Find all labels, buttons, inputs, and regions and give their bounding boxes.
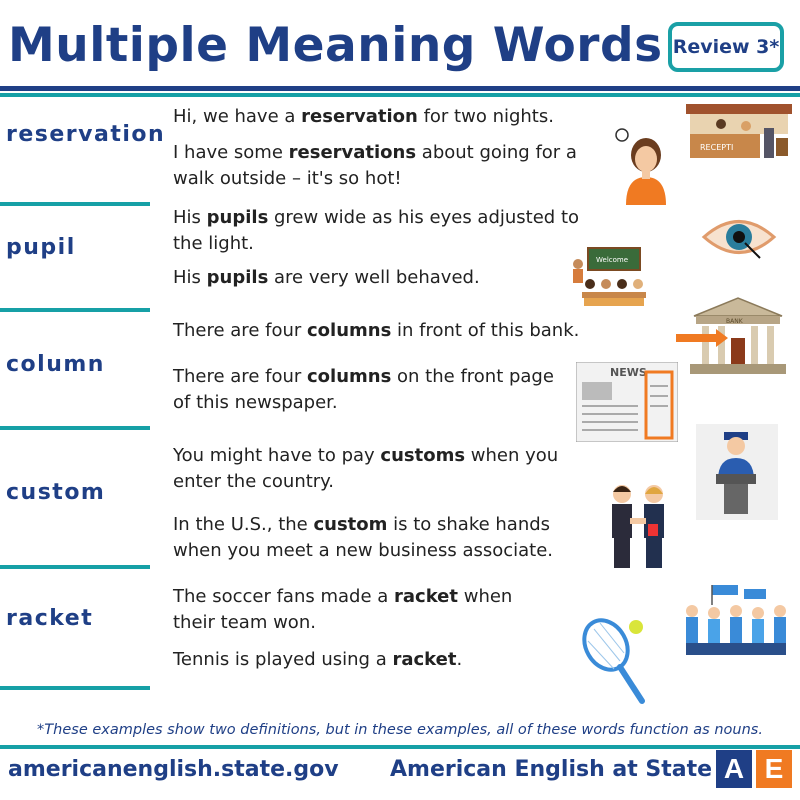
welcome-board-text: Welcome bbox=[596, 256, 629, 264]
handshake-illustration bbox=[602, 480, 674, 574]
brand-name: American English at State bbox=[390, 757, 713, 782]
sentence-reservation-2: I have some reservations about going for a walk outside – it's so hot! bbox=[173, 142, 577, 189]
sentence-custom-1: You might have to pay customs when you enter the country. bbox=[173, 445, 559, 492]
sentence-pupil-2: His pupils are very well behaved. bbox=[173, 267, 480, 288]
worried-woman-illustration bbox=[612, 125, 674, 205]
tennis-racket-illustration bbox=[580, 615, 652, 707]
footer-divider-teal bbox=[0, 745, 800, 749]
footnote: *These examples show two definitions, but in these examples, all of these words function as nouns. bbox=[37, 722, 763, 738]
word-racket: racket bbox=[6, 606, 94, 631]
word-custom: custom bbox=[6, 480, 106, 505]
logo-e: E bbox=[756, 750, 792, 788]
separator-line bbox=[0, 565, 150, 569]
header-divider-teal bbox=[0, 93, 800, 97]
logo-a: A bbox=[716, 750, 752, 788]
sentence-column-2: There are four columns on the front page of this newspaper. bbox=[173, 366, 554, 413]
separator-line bbox=[0, 308, 150, 312]
word-pupil: pupil bbox=[6, 235, 76, 260]
sentence-reservation-1: Hi, we have a reservation for two nights. bbox=[173, 106, 554, 127]
word-column: column bbox=[6, 352, 105, 377]
sentence-pupil-1: His pupils grew wide as his eyes adjusted to the light. bbox=[173, 207, 580, 254]
newspaper-illustration bbox=[576, 362, 678, 442]
sentence-column-1: There are four columns in front of this bank. bbox=[173, 320, 580, 341]
separator-line bbox=[0, 426, 150, 430]
reception-sign: RECEPTI bbox=[700, 143, 734, 152]
separator-line bbox=[0, 202, 150, 206]
review-badge: Review 3* bbox=[668, 22, 784, 72]
classroom-illustration bbox=[570, 246, 654, 308]
news-header: NEWS bbox=[610, 366, 647, 379]
sentence-racket-1: The soccer fans made a racket when their team won. bbox=[173, 586, 513, 633]
customs-officer-illustration bbox=[696, 424, 778, 520]
bank-building-illustration bbox=[676, 296, 788, 378]
hotel-reception-illustration bbox=[686, 104, 792, 162]
word-reservation: reservation bbox=[6, 122, 166, 147]
header-divider-navy bbox=[0, 86, 800, 91]
eye-illustration bbox=[700, 212, 778, 262]
website-url[interactable]: americanenglish.state.gov bbox=[8, 757, 339, 782]
sentence-custom-2: In the U.S., the custom is to shake hands when you meet a new business associate. bbox=[173, 514, 554, 561]
bank-sign: BANK bbox=[726, 318, 743, 325]
page-title: Multiple Meaning Words bbox=[8, 18, 663, 73]
sentence-racket-2: Tennis is played using a racket. bbox=[173, 649, 463, 670]
separator-line bbox=[0, 686, 150, 690]
cheering-fans-illustration bbox=[682, 585, 794, 657]
